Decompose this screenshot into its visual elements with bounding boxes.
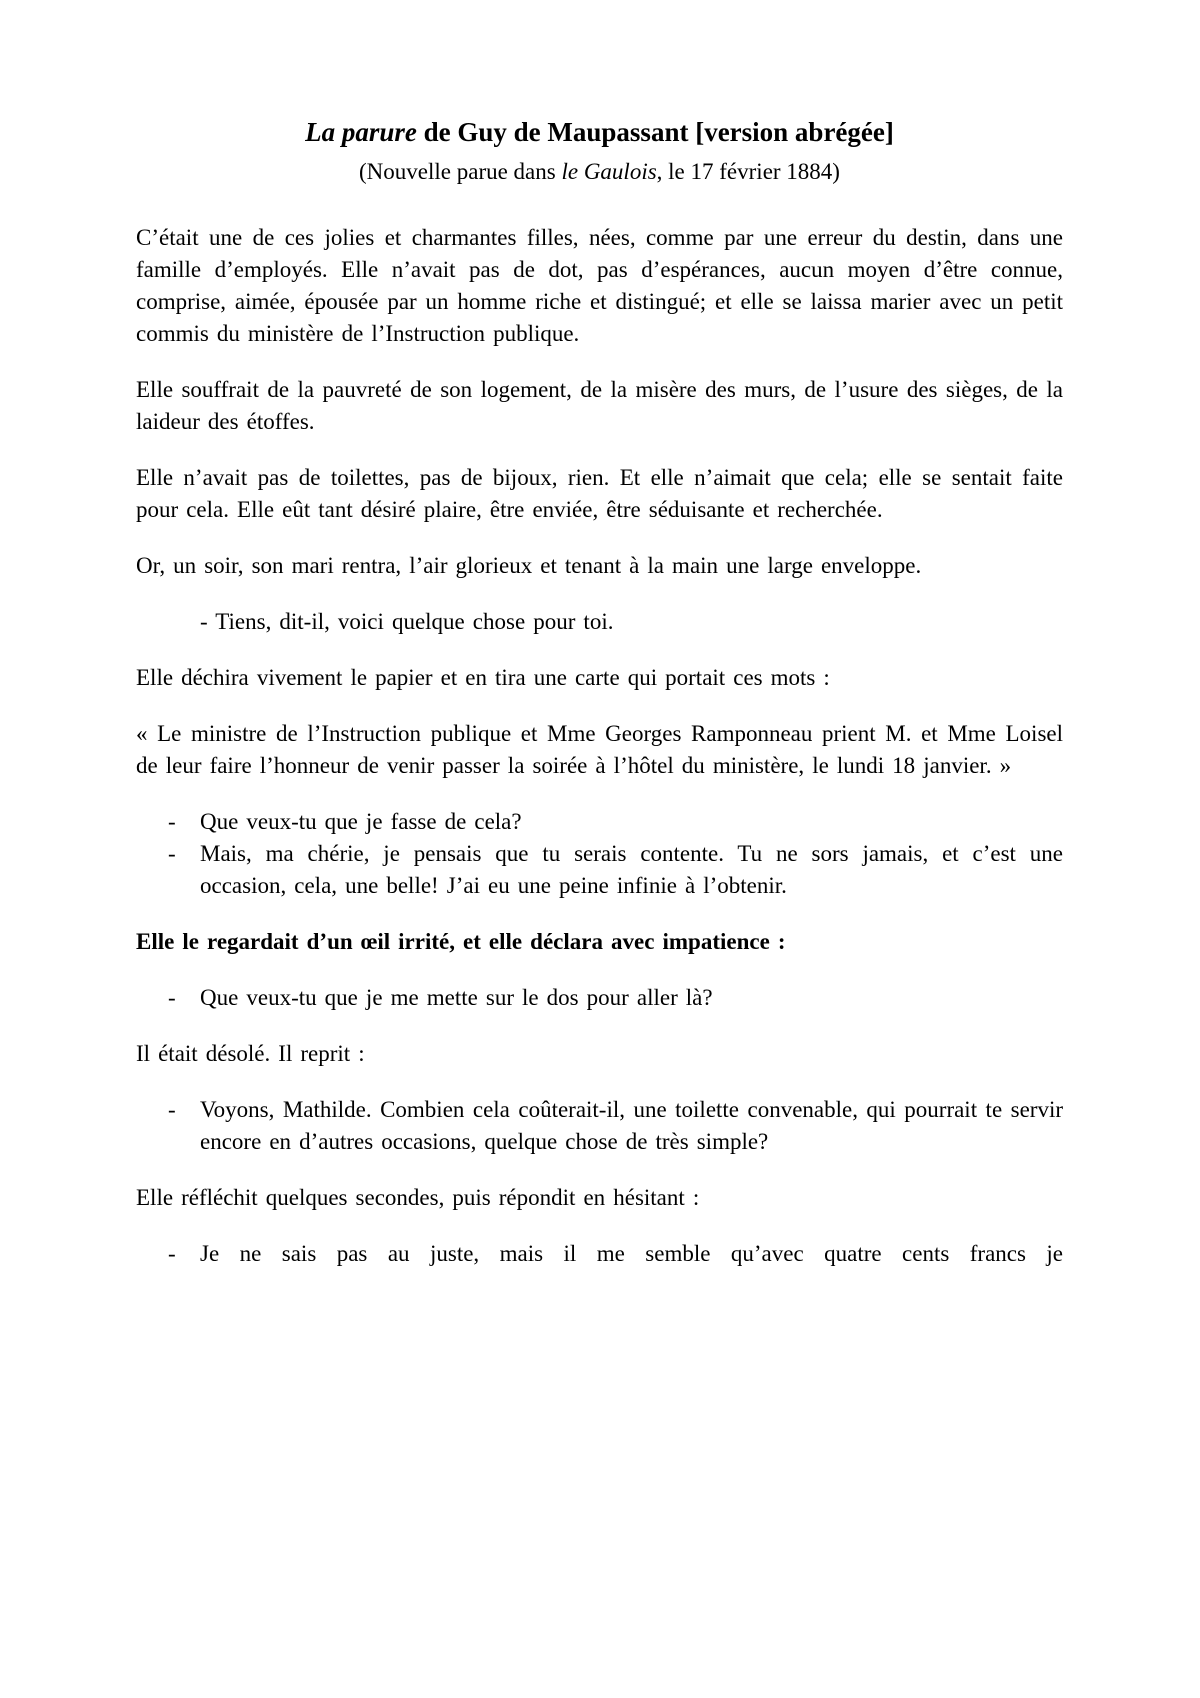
subtitle-pre: (Nouvelle parue dans xyxy=(359,159,562,184)
document-subtitle xyxy=(136,152,1063,192)
dialogue-line-cutoff xyxy=(136,1238,1063,1270)
dash-marker: - xyxy=(168,1241,176,1266)
dialogue-text: Mais, ma chérie, je pensais que tu serais contente. Tu ne sors jamais, et c’est une occasion, cela, une belle! J’ai eu une peine infinie à l’obtenir. xyxy=(200,841,1063,898)
dialogue-line xyxy=(136,982,1063,1014)
dialogue-list xyxy=(136,982,1063,1014)
dialogue-list xyxy=(136,1238,1063,1270)
paragraph: Or, un soir, son mari rentra, l’air glorieux et tenant à la main une large enveloppe. xyxy=(136,553,922,578)
dialogue-line xyxy=(136,1094,1063,1158)
dialogue-text: Que veux-tu que je me mette sur le dos pour aller là? xyxy=(200,985,713,1010)
dash-marker: - xyxy=(168,841,176,866)
document-title xyxy=(136,112,1063,152)
paragraph: Elle souffrait de la pauvreté de son logement, de la misère des murs, de l’usure des sièges, de la laideur des étoffes. xyxy=(136,377,1063,434)
dialogue-text: Que veux-tu que je fasse de cela? xyxy=(200,809,522,834)
paragraph: Il était désolé. Il reprit : xyxy=(136,1041,365,1066)
dialogue-list xyxy=(136,1094,1063,1158)
invitation-quote-paragraph: « Le ministre de l’Instruction publique et Mme Georges Ramponneau prient M. et Mme Loisel de leur faire l’honneur de venir passer la soirée à l’hôtel du ministère, le lundi 18 janvier. » xyxy=(136,721,1063,778)
title-author-part: de Guy de Maupassant [version abrégée] xyxy=(416,117,894,147)
dialogue-line xyxy=(136,806,1063,838)
paragraph: C’était une de ces jolies et charmantes filles, nées, comme par une erreur du destin, dans une famille d’employés. Elle n’avait pas de dot, pas d’espérances, aucun moyen d’être connue, comprise, aimée, épousée par un homme riche et distingué; et elle se laissa marier avec un petit commis du ministère de l’Instruction publique. xyxy=(136,225,1063,346)
dash-marker: - xyxy=(168,809,176,834)
dialogue-text: Voyons, Mathilde. Combien cela coûterait-il, une toilette convenable, qui pourrait te servir encore en d’autres occasions, quelque chose de très simple? xyxy=(200,1097,1063,1154)
dialogue-text: Je ne sais pas au juste, mais il me semble qu’avec quatre cents francs je xyxy=(200,1241,1063,1266)
paragraph-emphasized: Elle le regardait d’un œil irrité, et elle déclara avec impatience : xyxy=(136,929,786,954)
dialogue-list xyxy=(136,806,1063,902)
paragraph: Elle déchira vivement le papier et en tira une carte qui portait ces mots : xyxy=(136,665,830,690)
dialogue-line xyxy=(136,838,1063,902)
dash-marker: - xyxy=(168,985,176,1010)
paragraph: Elle réfléchit quelques secondes, puis répondit en hésitant : xyxy=(136,1185,700,1210)
journal-name: le Gaulois xyxy=(561,159,657,184)
dialogue-indented-line: - Tiens, dit-il, voici quelque chose pour toi. xyxy=(200,609,614,634)
subtitle-post: , le 17 février 1884) xyxy=(656,159,840,184)
title-work-name: La parure xyxy=(305,117,417,147)
paragraph: Elle n’avait pas de toilettes, pas de bijoux, rien. Et elle n’aimait que cela; elle se sentait faite pour cela. Elle eût tant désiré plaire, être enviée, être séduisante et recherchée. xyxy=(136,465,1063,522)
dash-marker: - xyxy=(168,1097,176,1122)
